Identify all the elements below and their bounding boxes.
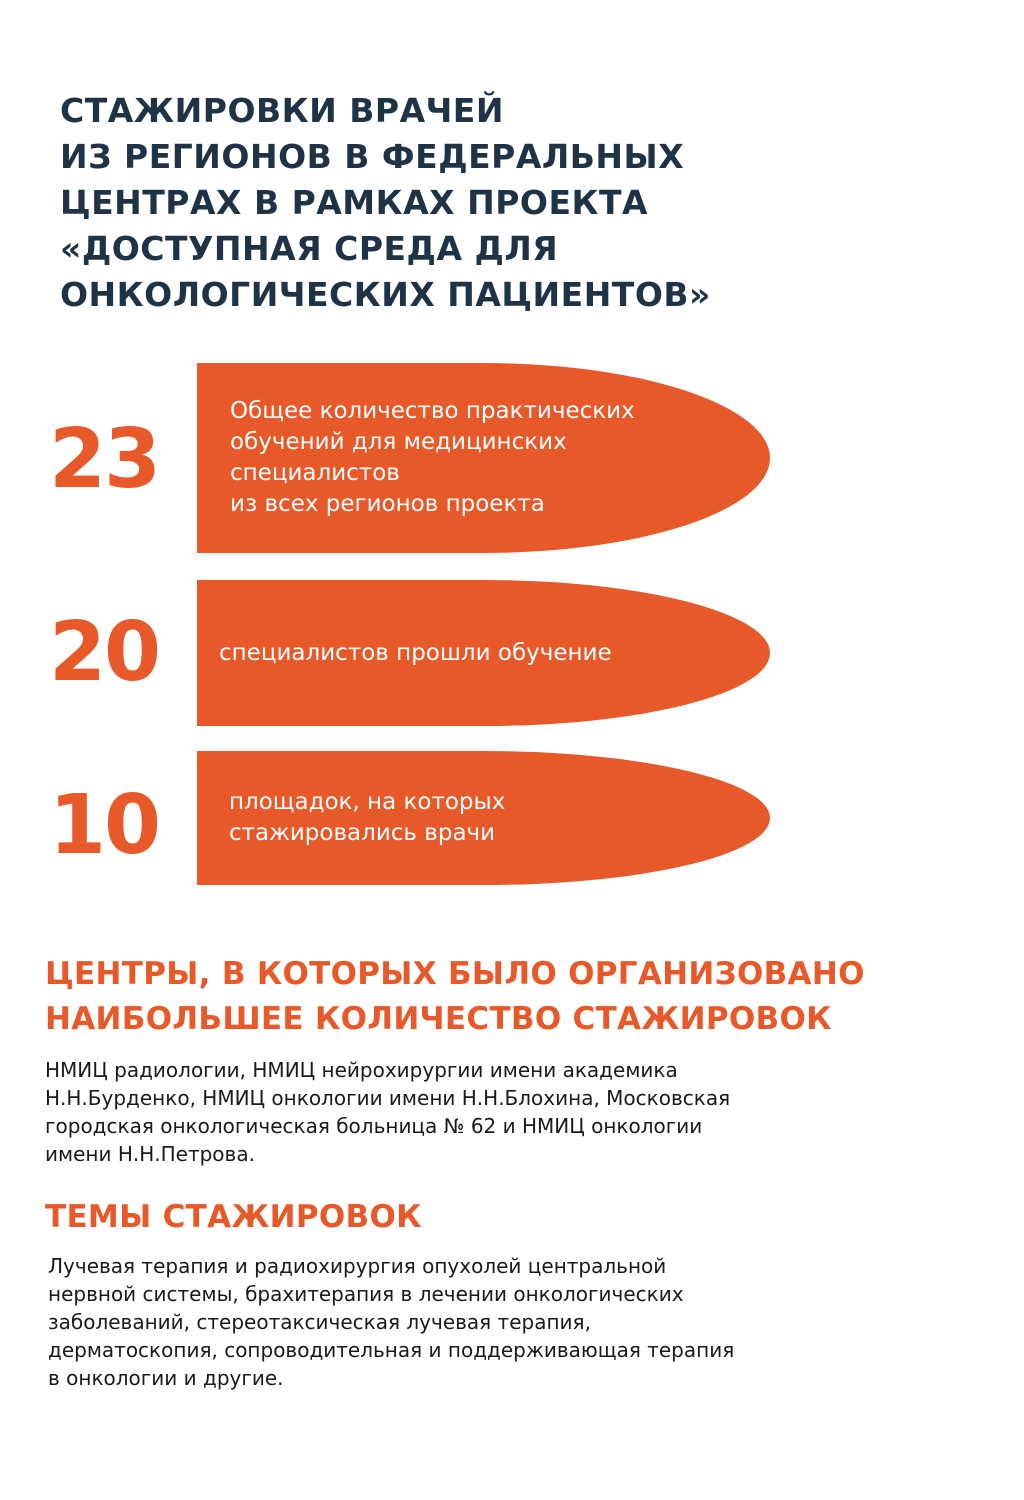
stat-pill xyxy=(197,751,770,885)
stat-row-sites xyxy=(0,751,1024,885)
stat-pill xyxy=(197,580,770,726)
stat-row-trainings xyxy=(0,363,1024,553)
title-line: СТАЖИРОВКИ ВРАЧЕЙ xyxy=(60,91,504,130)
centers-text-line: Н.Н.Бурденко, НМИЦ онкологии имени Н.Н.Блохина, Московская xyxy=(45,1086,731,1110)
stat-number: 23 xyxy=(48,412,160,507)
stat-description: площадок, на которых стажировались врачи xyxy=(229,789,506,846)
centers-heading-line: НАИБОЛЬШЕЕ КОЛИЧЕСТВО СТАЖИРОВОК xyxy=(45,1001,832,1037)
centers-heading-line: ЦЕНТРЫ, В КОТОРЫХ БЫЛО ОРГАНИЗОВАНО xyxy=(45,956,865,992)
stat-pill xyxy=(197,363,770,553)
topics-text xyxy=(48,1252,734,1392)
stat-number: 10 xyxy=(48,778,160,873)
title-line: ИЗ РЕГИОНОВ В ФЕДЕРАЛЬНЫХ xyxy=(60,137,685,176)
page-title xyxy=(60,88,820,318)
stat-number: 20 xyxy=(48,605,160,700)
centers-text-line: НМИЦ радиологии, НМИЦ нейрохирургии имени академика xyxy=(45,1058,678,1082)
topics-text-line: заболеваний, стереотаксическая лучевая терапия, xyxy=(48,1310,591,1334)
topics-text-line: в онкологии и другие. xyxy=(48,1366,284,1390)
centers-text-line: городская онкологическая больница № 62 и НМИЦ онкологии xyxy=(45,1114,703,1138)
stat-description: специалистов прошли обучение xyxy=(219,639,612,666)
centers-text xyxy=(45,1056,730,1168)
centers-heading xyxy=(45,952,865,1042)
topics-text-line: дерматоскопия, сопроводительная и поддерживающая терапия xyxy=(48,1338,735,1362)
title-line: ЦЕНТРАХ В РАМКАХ ПРОЕКТА xyxy=(60,183,649,222)
stat-description: Общее количество практических обучений для медицинских специалистов из всех регионов проекта xyxy=(230,398,635,517)
topics-text-line: Лучевая терапия и радиохирургия опухолей центральной xyxy=(48,1254,667,1278)
stat-row-specialists xyxy=(0,580,1024,726)
title-line: «ДОСТУПНАЯ СРЕДА ДЛЯ xyxy=(60,229,559,268)
topics-heading-line: ТЕМЫ СТАЖИРОВОК xyxy=(45,1199,422,1235)
topics-heading xyxy=(45,1196,422,1238)
centers-text-line: имени Н.Н.Петрова. xyxy=(45,1142,255,1166)
title-line: ОНКОЛОГИЧЕСКИХ ПАЦИЕНТОВ» xyxy=(60,275,711,314)
topics-text-line: нервной системы, брахитерапия в лечении онкологических xyxy=(48,1282,684,1306)
